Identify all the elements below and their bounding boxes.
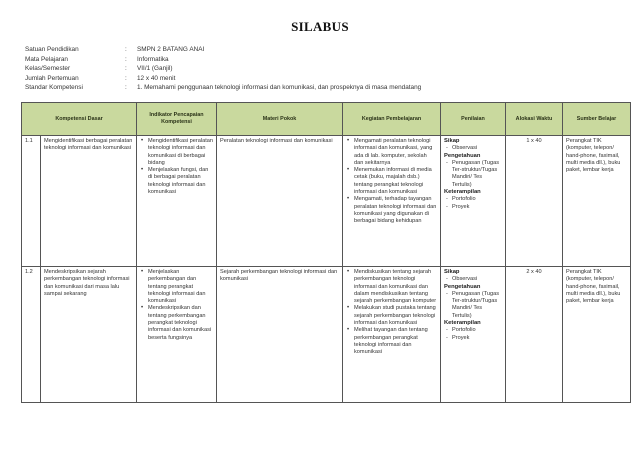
meta-value: Informatika	[137, 55, 169, 63]
syllabus-meta	[25, 45, 421, 93]
kegiatan-item: • Mendiskusikan tentang sejarah perkembangan teknologi informasi dan komunikasi dan dalam mendiskusikan tentang sejarah perkembangan komputer	[354, 269, 437, 305]
kd-number: 1.2	[22, 267, 41, 403]
meta-colon: :	[125, 74, 127, 82]
sumber-cell: Perangkat TIK (komputer, telepon/ hand-phone, faximail, multi media dll.), buku paket, lembar kerja	[563, 136, 631, 267]
meta-label: Kelas/Semester	[25, 65, 71, 73]
alokasi-cell: 2 x 40	[506, 267, 563, 403]
indikator-cell	[137, 267, 217, 403]
meta-colon: :	[125, 84, 127, 92]
meta-label: Mata Pelajaran	[25, 55, 68, 63]
sikap-heading: Sikap	[444, 138, 460, 144]
indikator-item: • Mengidentifikasi peralatan teknologi informasi dan komunikasi di berbagai bidang	[148, 138, 213, 167]
kd-text: Mengidentifikasi berbagai peralatan teknologi informasi dan komunikasi	[41, 136, 137, 267]
kegiatan-cell	[343, 267, 441, 403]
keterampilan-heading: Keterampilan	[444, 320, 481, 327]
syllabus-table	[21, 102, 631, 403]
document-title: SILABUS	[291, 19, 349, 34]
pengetahuan-heading: Pengetahuan	[444, 152, 481, 159]
meta-colon: :	[125, 65, 127, 73]
sikap-heading: Sikap	[444, 269, 460, 275]
table-row	[22, 136, 631, 267]
meta-value: SMPN 2 BATANG ANAI	[137, 46, 205, 53]
keterampilan-heading: Keterampilan	[444, 189, 481, 196]
column-header-alokasi: Alokasi Waktu	[506, 103, 563, 136]
keterampilan-item: - Proyek	[452, 335, 502, 342]
meta-value: 12 x 40 menit	[137, 74, 176, 82]
meta-value: VII/1 (Ganjil)	[137, 65, 173, 73]
sumber-cell: Perangkat TIK (komputer, telepon/ hand-phone, faximail, multi media dll.), buku paket, lembar kerja	[563, 267, 631, 403]
column-header-penilaian: Penilaian	[441, 103, 506, 136]
table-header-row	[22, 103, 631, 136]
meta-label: Satuan Pendidikan	[25, 46, 79, 53]
keterampilan-item: - Proyek	[452, 204, 502, 211]
column-header-sumber: Sumber Belajar	[563, 103, 631, 136]
pengetahuan-item: - Penugasan (Tugas Ter-struktur/Tugas Mandiri/ Tes Tertulis)	[452, 291, 502, 320]
penilaian-cell	[441, 267, 506, 403]
kegiatan-item: • Mengamati peralatan teknologi informasi dan komunikasi, yang ada di lab. komputer, sekolah dan sekitarnya	[354, 138, 437, 167]
indikator-item: • Menjelaskan fungsi, dan di berbagai peralatan teknologi informasi dan komunikasi	[148, 167, 213, 196]
indikator-item: • Menjelaskan perkembangan dan tentang perangkat teknologi informasi dan komunikasi	[148, 269, 213, 305]
alokasi-cell: 1 x 40	[506, 136, 563, 267]
pengetahuan-item: - Penugasan (Tugas Ter-struktur/Tugas Mandiri/ Tes Tertulis)	[452, 160, 502, 189]
meta-label: Standar Kompetensi	[25, 84, 83, 92]
meta-colon: :	[125, 55, 127, 63]
meta-value: 1. Memahami penggunaan teknologi informasi dan komunikasi, dan prospeknya di masa mendatang	[137, 84, 422, 92]
meta-row-standard	[25, 83, 421, 93]
indikator-item: • Mendeskripsikan dan tentang perkembangan perangkat teknologi informasi dan komunikasi beserta fungsinya	[148, 305, 213, 341]
meta-row-subject	[25, 55, 421, 65]
keterampilan-item: - Portofolio	[452, 327, 502, 334]
keterampilan-item: - Portofolio	[452, 196, 502, 203]
kegiatan-item: • Mengamati, terhadap tayangan peralatan teknologi informasi dan komunikasi yang digunakan di berbagai bidang kehidupan	[354, 196, 437, 225]
sikap-item: - Observasi	[452, 145, 502, 152]
column-header-kegiatan: Kegiatan Pembelajaran	[343, 103, 441, 136]
meta-row-class	[25, 64, 421, 74]
column-header-materi: Materi Pokok	[217, 103, 343, 136]
materi-cell: Sejarah perkembangan teknologi informasi dan komunikasi	[217, 267, 343, 403]
meta-row-meetings	[25, 74, 421, 84]
column-header-kompetensi: Kompetensi Dasar	[22, 103, 137, 136]
meta-label: Jumlah Pertemuan	[25, 74, 79, 82]
kegiatan-cell	[343, 136, 441, 267]
kd-text: Mendeskripsikan sejarah perkembangan teknologi informasi dan komunikasi dari masa lalu sampai sekarang	[41, 267, 137, 403]
kegiatan-item: • Menemukan informasi di media cetak (buku, majalah dsb.) tentang perangkat teknologi informasi dan komunikasi	[354, 167, 437, 196]
meta-colon: :	[125, 46, 127, 53]
kegiatan-item: • Melihat tayangan dan tentang perkembangan perangkat teknologi informasi dan komunikasi	[354, 327, 437, 356]
sikap-item: - Observasi	[452, 276, 502, 283]
penilaian-cell	[441, 136, 506, 267]
kd-number: 1.1	[22, 136, 41, 267]
table-row	[22, 267, 631, 403]
materi-cell: Peralatan teknologi informasi dan komunikasi	[217, 136, 343, 267]
column-header-indikator: Indikator Pencapaian Kompetensi	[137, 103, 217, 136]
kegiatan-item: • Melakukan studi pustaka tentang sejarah perkembangan teknologi informasi dan komunikasi	[354, 305, 437, 327]
meta-row-school	[25, 45, 421, 55]
indikator-cell	[137, 136, 217, 267]
pengetahuan-heading: Pengetahuan	[444, 283, 481, 290]
